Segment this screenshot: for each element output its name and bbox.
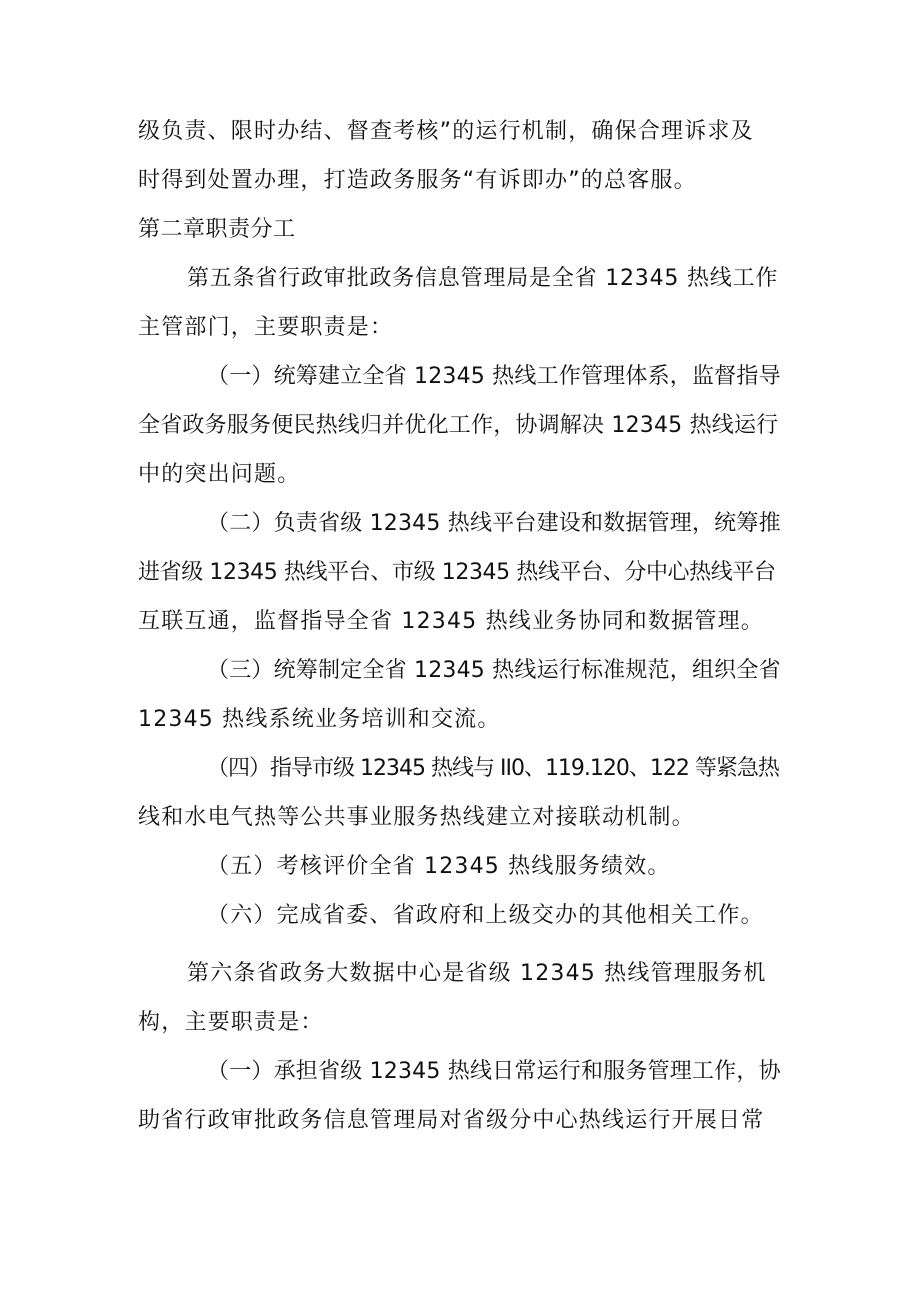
- text-line: 进省级 12345 热线平台、市级 12345 热线平台、分中心热线平台: [138, 560, 776, 585]
- text-line: 线和水电气热等公共事业服务热线建立对接联动机制。: [138, 805, 695, 830]
- text-line: 主管部门，主要职责是：: [138, 315, 394, 340]
- text-line: 12345 热线系统业务培训和交流。: [138, 707, 501, 732]
- text-line: 全省政务服务便民热线归并优化工作，协调解决 12345 热线运行: [138, 413, 779, 438]
- text-line: 中的突出问题。: [138, 462, 301, 487]
- list-item-line: （二）负责省级 12345 热线平台建设和数据管理，统筹推: [207, 511, 781, 536]
- list-item-line: （六）完成省委、省政府和上级交办的其他相关工作。: [207, 903, 764, 928]
- text-line: 构，主要职责是：: [138, 1010, 324, 1035]
- text-line: 时得到处置办理，打造政务服务“有诉即办”的总客服。: [138, 168, 697, 193]
- list-item-line: （一）统筹建立全省 12345 热线工作管理体系，监督指导: [207, 364, 781, 389]
- text-line: 互联互通，监督指导全省 12345 热线业务协同和数据管理。: [138, 609, 764, 634]
- list-item-line: （三）统筹制定全省 12345 热线运行标准规范，组织全省: [207, 658, 781, 683]
- article-line: 第六条省政务大数据中心是省级 12345 热线管理服务机: [187, 961, 767, 986]
- list-item-line: （五）考核评价全省 12345 热线服务绩效。: [207, 854, 671, 879]
- chapter-heading: 第二章职责分工: [138, 217, 296, 242]
- list-item-line: （一）承担省级 12345 热线日常运行和服务管理工作，协: [207, 1059, 781, 1084]
- text-line: 助省行政审批政务信息管理局对省级分中心热线运行开展日常: [138, 1108, 765, 1133]
- list-item-line: （四）指导市级 12345 热线与 II0、119.120、122 等紧急热: [207, 756, 779, 781]
- article-line: 第五条省行政审批政务信息管理局是全省 12345 热线工作: [187, 266, 779, 291]
- text-line: 级负责、限时办结、督查考核”的运行机制，确保合理诉求及: [138, 119, 754, 144]
